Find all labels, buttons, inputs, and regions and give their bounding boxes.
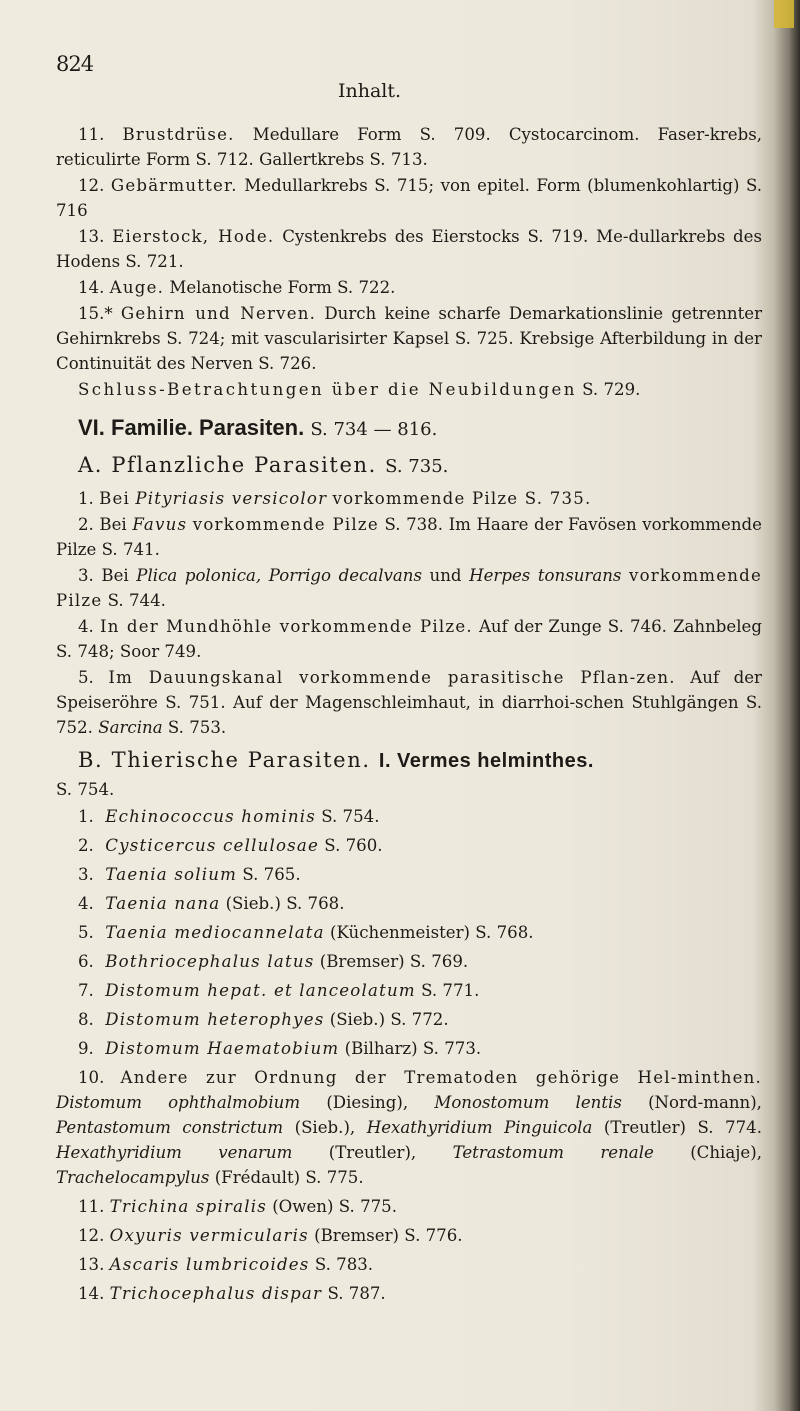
toc-entry: 13. Eierstock, Hode. Cystenkrebs des Eierstocks S. 719. Me-dullarkrebs des Hodens S. 721. xyxy=(56,227,762,271)
list-item: 2. Bei Favus vorkommende Pilze S. 738. Im Haare der Favösen vorkommende Pilze S. 741. xyxy=(56,515,762,559)
organ-heading: Gehirn und Nerven. xyxy=(120,304,317,323)
organ-heading: Auge. xyxy=(109,278,165,297)
page-number: 824 xyxy=(56,52,94,76)
list-item: 6. Bothriocephalus latus (Bremser) S. 769. xyxy=(78,952,469,971)
table-of-contents xyxy=(56,122,762,1310)
list-item: 13. Ascaris lumbricoides S. 783. xyxy=(78,1255,374,1274)
list-item: 4. In der Mundhöhle vorkommende Pilze. Auf der Zunge S. 746. Zahnbeleg S. 748; Soor 749. xyxy=(56,617,762,661)
organ-heading: Gebärmutter. xyxy=(110,176,238,195)
page-tab-mark xyxy=(774,0,794,28)
list-item: 10. Andere zur Ordnung der Trematoden gehörige Hel-minthen. Distomum ophthalmobium (Diesing), Monostomum lentis (Nord-mann), Pentastomum constrictum (Sieb.), Hexathyridium Pinguicola (Treutler) S. 774. Hexathyridium venarum (Treutler), Tetrastomum renale (Chiaje), Trachelocampylus (Frédault) S. 775. xyxy=(56,1068,763,1187)
organ-heading: Eierstock, Hode. xyxy=(112,227,275,246)
list-item: 12. Oxyuris vermicularis (Bremser) S. 776. xyxy=(78,1226,463,1245)
animal-page-range: S. 754. xyxy=(56,780,115,799)
list-item: 8. Distomum heterophyes (Sieb.) S. 772. xyxy=(78,1010,449,1029)
toc-entry: 12. Gebärmutter. Medullarkrebs S. 715; von epitel. Form (blumenkohlartig) S. 716 xyxy=(56,176,762,220)
closing-entry: Schluss-Betrachtungen über die Neubildungen S. 729. xyxy=(78,380,641,399)
book-spine-shadow xyxy=(774,0,800,1411)
subsection-heading-animal: B. Thierische Parasiten. I. Vermes helminthes. xyxy=(78,748,594,772)
toc-entry: 11. Brustdrüse. Medullare Form S. 709. Cystocarcinom. Faser-krebs, reticulirte Form S. 712. Gallertkrebs S. 713. xyxy=(56,125,762,169)
list-item: 1. Bei Pityriasis versicolor vorkommende Pilze S. 735. xyxy=(78,489,592,508)
list-item: 3. Taenia solium S. 765. xyxy=(78,865,301,884)
list-item: 4. Taenia nana (Sieb.) S. 768. xyxy=(78,894,345,913)
list-item: 11. Trichina spiralis (Owen) S. 775. xyxy=(78,1197,398,1216)
running-head: Inhalt. xyxy=(338,80,402,102)
list-item: 5. Im Dauungskanal vorkommende parasitische Pflan-zen. Auf der Speiseröhre S. 751. Auf der Magenschleimhaut, in diarrhoi-schen Stuhlgängen S. 752. Sarcina S. 753. xyxy=(56,668,762,737)
list-item: 7. Distomum hepat. et lanceolatum S. 771. xyxy=(78,981,480,1000)
list-item: 1. Echinococcus hominis S. 754. xyxy=(78,807,380,826)
toc-entry: 14. Auge. Melanotische Form S. 722. xyxy=(78,278,396,297)
list-item: 2. Cysticercus cellulosae S. 760. xyxy=(78,836,383,855)
list-item: 5. Taenia mediocannelata (Küchenmeister) S. 768. xyxy=(78,923,534,942)
subsection-heading-plant: A. Pflanzliche Parasiten. S. 735. xyxy=(78,453,449,477)
list-item: 14. Trichocephalus dispar S. 787. xyxy=(78,1284,386,1303)
toc-entry: 15.* Gehirn und Nerven. Durch keine scharfe Demarkationslinie getrennter Gehirnkrebs S. 724; mit vascularisirter Kapsel S. 725. Krebsige Afterbildung in der Continuität des Nerven S. 726. xyxy=(56,304,762,373)
organ-heading: Brustdrüse. xyxy=(122,125,235,144)
list-item: 9. Distomum Haematobium (Bilharz) S. 773. xyxy=(78,1039,482,1058)
list-item: 3. Bei Plica polonica, Porrigo decalvans und Herpes tonsurans vorkommende Pilze S. 744. xyxy=(56,566,762,610)
section-heading: VI. Familie. Parasiten. S. 734 — 816. xyxy=(78,415,438,440)
